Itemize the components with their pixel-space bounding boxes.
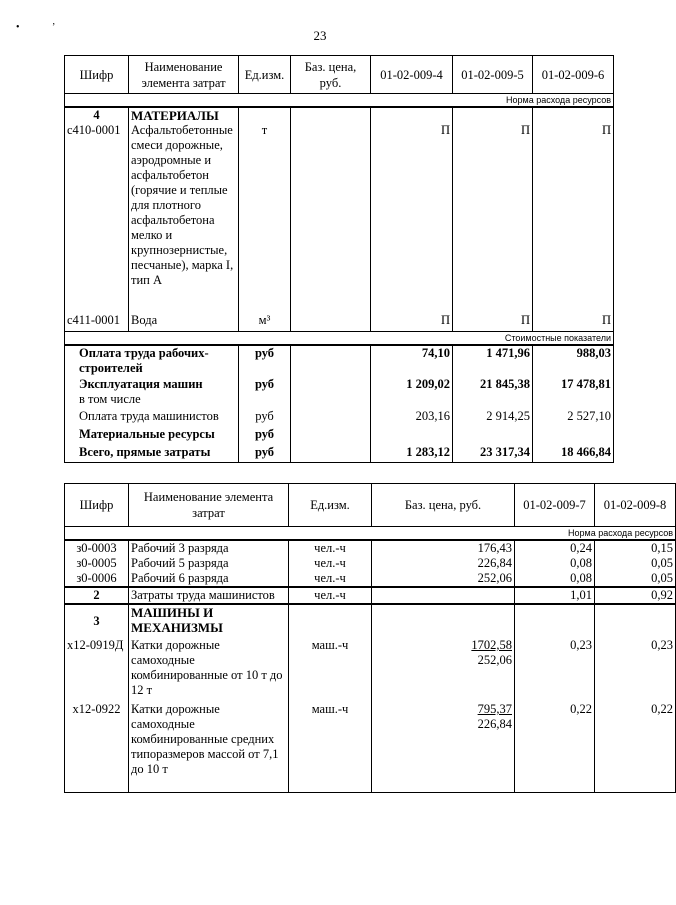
section-number: 3	[65, 604, 129, 638]
row-code: 2	[65, 587, 129, 604]
table-row	[65, 556, 676, 571]
row-value: 0,08	[515, 571, 595, 587]
table-row	[65, 540, 676, 556]
section-row	[65, 107, 614, 123]
row-value: 0,23	[515, 638, 595, 702]
row-value: 0,24	[515, 540, 595, 556]
row-unit: т	[239, 123, 291, 313]
row-name: Рабочий 5 разряда	[129, 556, 289, 571]
cost-row-total	[65, 445, 614, 463]
row-unit: чел.-ч	[289, 556, 372, 571]
cost-value: 23 317,34	[453, 445, 533, 463]
table-header-row	[65, 484, 676, 527]
row-price-labor: 226,84	[477, 717, 512, 731]
table-row	[65, 702, 676, 792]
row-code: с411-0001	[65, 313, 129, 331]
table-row	[65, 123, 614, 313]
cost-row	[65, 409, 614, 427]
row-unit: маш.-ч	[289, 638, 372, 702]
row-price: 1702,58	[471, 638, 512, 652]
cost-value: 2 914,25	[453, 409, 533, 427]
row-value: 0,92	[595, 587, 676, 604]
header-price: Баз. цена, руб.	[372, 484, 515, 527]
row-value: П	[533, 123, 614, 313]
header-price: Баз. цена, руб.	[291, 56, 371, 94]
cost-unit: руб	[239, 445, 291, 463]
row-unit: чел.-ч	[289, 587, 372, 604]
norm-label: Норма расхода ресурсов	[65, 94, 614, 108]
row-code: х12-0922	[65, 702, 129, 792]
table-header-row	[65, 56, 614, 94]
cost-value: 1 471,96	[453, 345, 533, 377]
norm-label: Норма расхода ресурсов	[65, 527, 676, 541]
cost-price: 1 283,12	[371, 445, 453, 463]
row-name: Рабочий 3 разряда	[129, 540, 289, 556]
cost-label: Стоимостные показатели	[65, 331, 614, 345]
scan-mark: ’	[52, 22, 56, 33]
row-value: 0,15	[595, 540, 676, 556]
row-name: Катки дорожные самоходные комбинированные средних типоразмеров массой от 7,1 до 10 т	[129, 702, 289, 792]
row-value: 0,05	[595, 556, 676, 571]
scan-mark: •	[16, 22, 20, 33]
row-price: 176,43	[372, 540, 515, 556]
cost-name: Оплата труда рабочих-строителей	[65, 345, 239, 377]
header-code: Шифр	[65, 56, 129, 94]
resource-table-2	[64, 483, 676, 793]
row-code: с410-0001	[65, 123, 129, 313]
cost-value: 21 845,38	[453, 377, 533, 409]
row-code: з0-0005	[65, 556, 129, 571]
row-name: Затраты труда машинистов	[129, 587, 289, 604]
header-col-1: 01-02-009-4	[371, 56, 453, 94]
cost-unit: руб	[239, 345, 291, 377]
cost-name: Всего, прямые затраты	[65, 445, 239, 463]
cost-row	[65, 427, 614, 445]
cost-value: 18 466,84	[533, 445, 614, 463]
row-price-labor: 252,06	[477, 653, 512, 667]
cost-value: 2 527,10	[533, 409, 614, 427]
row-unit: м³	[239, 313, 291, 331]
table-row	[65, 313, 614, 331]
row-value: 1,01	[515, 587, 595, 604]
row-value: 0,22	[515, 702, 595, 792]
norm-label-row	[65, 94, 614, 108]
row-name: Катки дорожные самоходные комбинированные от 10 т до 12 т	[129, 638, 289, 702]
row-price: 795,37	[477, 702, 512, 716]
header-name: Наименование элемента затрат	[129, 56, 239, 94]
row-price: 226,84	[372, 556, 515, 571]
row-code: з0-0006	[65, 571, 129, 587]
cost-value: 988,03	[533, 345, 614, 377]
row-value: П	[533, 313, 614, 331]
row-code: з0-0003	[65, 540, 129, 556]
cost-price: 74,10	[371, 345, 453, 377]
section-row	[65, 604, 676, 638]
section-title: МАШИНЫ И МЕХАНИЗМЫ	[129, 604, 289, 638]
cost-unit: руб	[239, 409, 291, 427]
cost-name: Материальные ресурсы	[65, 427, 239, 445]
cost-name: Оплата труда машинистов	[65, 409, 239, 427]
norm-label-row	[65, 527, 676, 541]
row-value: П	[453, 313, 533, 331]
row-value: 0,05	[595, 571, 676, 587]
header-col-2: 01-02-009-5	[453, 56, 533, 94]
page-number: 23	[313, 28, 327, 43]
section-number: 4	[65, 107, 129, 123]
row-unit: маш.-ч	[289, 702, 372, 792]
row-name: Вода	[129, 313, 239, 331]
table-row	[65, 571, 676, 587]
cost-unit: руб	[239, 377, 291, 409]
header-col-1: 01-02-009-7	[515, 484, 595, 527]
header-unit: Ед.изм.	[239, 56, 291, 94]
row-name: Асфальтобетонные смеси дорожные, аэродромные и асфальтобетон (горячие и теплые для плотного асфальтобетона мелко и крупнозернистые, песчаные), марка I, тип А	[129, 123, 239, 313]
section-title: МАТЕРИАЛЫ	[129, 107, 239, 123]
header-col-2: 01-02-009-8	[595, 484, 676, 527]
row-price: 252,06	[372, 571, 515, 587]
cost-price: 1 209,02	[371, 377, 453, 409]
row-value: П	[371, 313, 453, 331]
table-row	[65, 587, 676, 604]
table-row	[65, 638, 676, 702]
cost-label-row	[65, 331, 614, 345]
resource-table-1	[64, 55, 614, 463]
header-unit: Ед.изм.	[289, 484, 372, 527]
row-value: 0,22	[595, 702, 676, 792]
row-value: П	[453, 123, 533, 313]
header-code: Шифр	[65, 484, 129, 527]
cost-value: 17 478,81	[533, 377, 614, 409]
row-unit: чел.-ч	[289, 540, 372, 556]
cost-name: Эксплуатация машин	[79, 376, 203, 391]
cost-subtitle: в том числе	[79, 391, 141, 406]
row-name: Рабочий 6 разряда	[129, 571, 289, 587]
cost-unit: руб	[239, 427, 291, 445]
row-unit: чел.-ч	[289, 571, 372, 587]
row-code: х12-0919Д	[65, 638, 129, 702]
row-value: П	[371, 123, 453, 313]
row-value: 0,23	[595, 638, 676, 702]
cost-row	[65, 377, 614, 409]
cost-price: 203,16	[371, 409, 453, 427]
row-value: 0,08	[515, 556, 595, 571]
cost-row	[65, 345, 614, 377]
header-name: Наименование элемента затрат	[129, 484, 289, 527]
header-col-3: 01-02-009-6	[533, 56, 614, 94]
